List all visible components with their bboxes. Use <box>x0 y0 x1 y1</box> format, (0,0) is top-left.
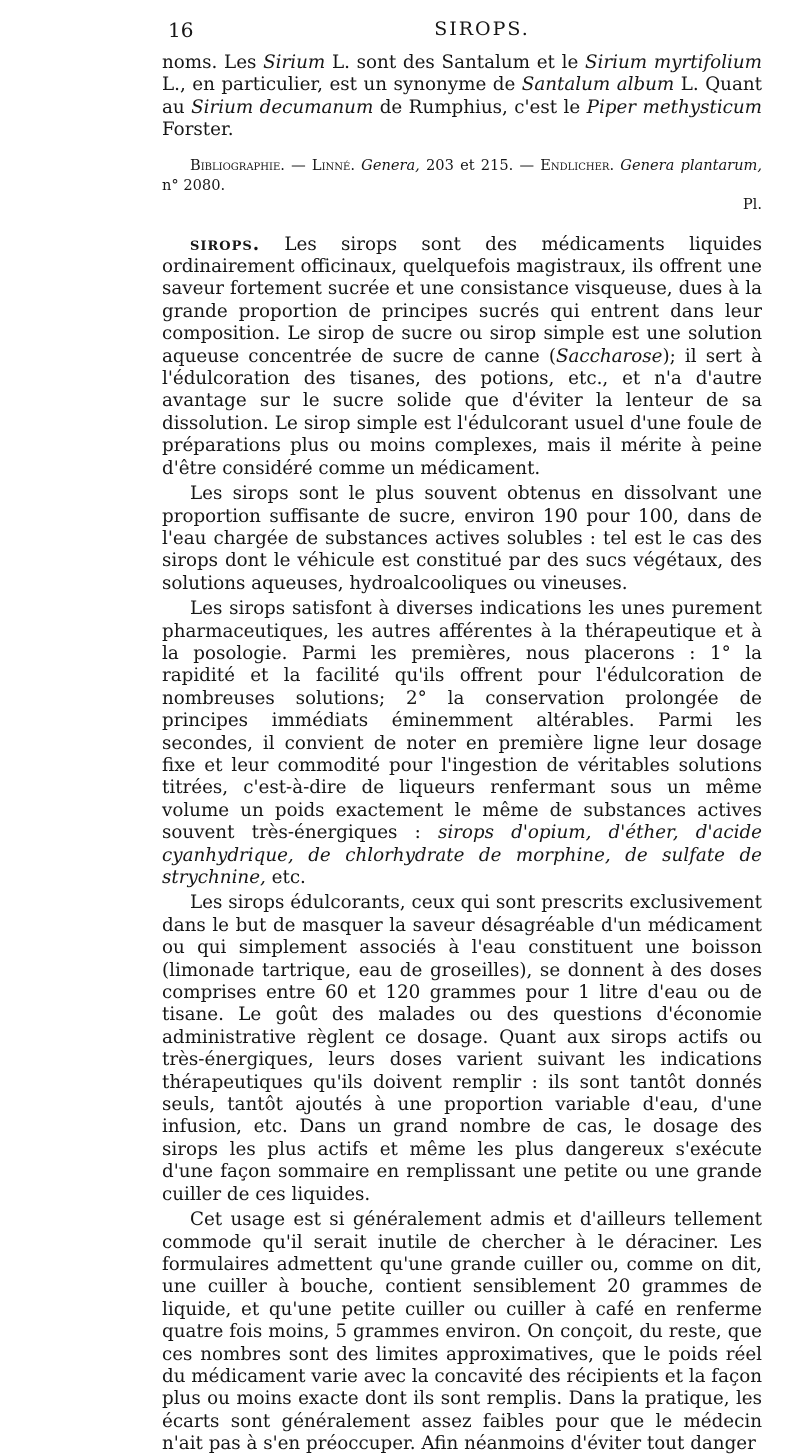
running-head: SIROPS. <box>434 18 530 40</box>
entry-paragraph-5: Cet usage est si généralement admis et d'ailleurs tellement commode qu'il serait inutile de chercher à le déraciner. Les formulaires admettent qu'une grande cuiller ou, comme on dit, une cuiller à bouche, contient sensiblement 20 grammes de liquide, et qu'une petite cuiller ou cuiller à café en renferme quatre fois moins, 5 grammes environ. On conçoit, du reste, que ces nombres sont des limites approximatives, que le poids réel du médicament varie avec la concavité des récipients et la façon plus ou moins exacte dont ils sont remplis. Dans la pratique, les écarts sont généralement assez faibles pour que le médecin n'ait pas à s'en préoccuper. Afin néanmoins d'éviter tout danger <box>162 1209 762 1455</box>
entry-paragraph-1: sirops. Les sirops sont des médicaments liquides ordinairement officinaux, quelquefois magistraux, ils offrent une saveur fortement sucrée et une consistance visqueuse, dues à la grande proportion de principes sucrés qui entrent dans leur composition. Le sirop de sucre ou sirop simple est une solution aqueuse concentrée de sucre de canne (Saccharose); il sert à l'édulcoration des tisanes, des potions, etc., et n'a d'autre avantage sur le sucre solide que d'éviter la lenteur de sa dissolution. Le sirop simple est l'édulcorant usuel d'une foule de préparations plus ou moins complexes, mais il mérite à peine d'être considéré comme un médicament. <box>162 233 763 479</box>
bibliography: Bibliographie. — Linné. Genera, 203 et 215. — Endlicher. Genera plantarum, n° 2080. <box>162 156 763 194</box>
page-header <box>162 18 762 52</box>
author-signature: Pl. <box>742 195 762 213</box>
bibliography-label: Bibliographie. <box>190 156 285 174</box>
entry-paragraph-2: Les sirops sont le plus souvent obtenus en dissolvant une proportion suffisante de sucre, environ 190 pour 100, dans de l'eau chargée de substances actives solubles : tel est le cas des sirops dont le véhicule est constitué par des sucs végétaux, des solutions aqueuses, hydroalcooliques ou vineuses. <box>162 483 762 594</box>
entry-paragraph-4: Les sirops édulcorants, ceux qui sont prescrits exclusivement dans le but de masquer la saveur désagréable d'un médicament ou qui simplement associés à l'eau constituent une boisson (limonade tartrique, eau de groseilles), se donnent à des doses comprises entre 60 et 120 grammes pour 1 litre d'eau ou de tisane. Le goût des malades ou des questions d'économie administrative règlent ce dosage. Quant aux sirops actifs ou très-énergiques, leurs doses varient suivant les indications thérapeutiques qu'ils doivent remplir : ils sont tantôt donnés seuls, tantôt ajoutés à une proportion variable d'eau, d'une infusion, etc. Dans un grand nombre de cas, le dosage des sirops les plus actifs et même les plus dangereux s'exécute d'une façon sommaire en remplissant une petite ou une grande cuiller de ces liquides. <box>162 892 762 1205</box>
continuation-paragraph: noms. Les Sirium L. sont des Santalum et le Sirium myrtifolium L., en particulier, est un synonyme de Santalum album L. Quant au Sirium decumanum de Rumphius, c'est le Piper methysticum Forster. <box>162 52 763 141</box>
entry-heading: sirops. <box>190 233 261 255</box>
page-number: 16 <box>168 18 194 42</box>
entry-paragraph-3: Les sirops satisfont à diverses indications les unes purement pharmaceutiques, les autres afférentes à la thérapeutique et à la posologie. Parmi les premières, nous placerons : 1° la rapidité et la facilité qu'ils offrent pour l'édulcoration de nombreuses solutions; 2° la conservation prolongée de principes immédiats éminemment altérables. Parmi les secondes, il convient de noter en première ligne leur dosage fixe et leur commodité pour l'ingestion de véritables solutions titrées, c'est-à-dire de liqueurs renfermant sous un même volume un poids exactement le même de substances actives souvent très-énergiques : sirops d'opium, d'éther, d'acide cyanhydrique, de chlorhydrate de morphine, de sulfate de strychnine, etc. <box>162 598 762 888</box>
